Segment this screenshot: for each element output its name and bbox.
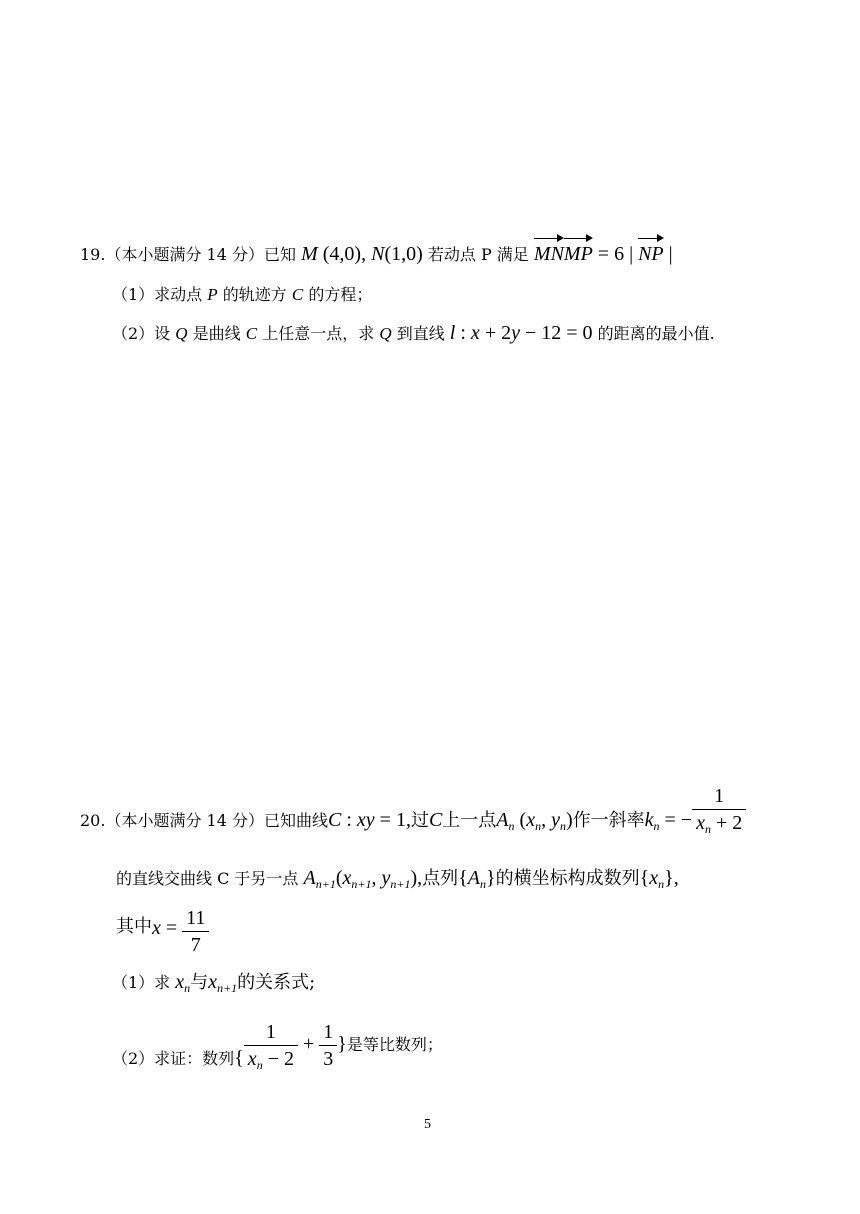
- q19-number: 19.: [80, 245, 106, 264]
- q20-sub1: （1）求 $x_n$与$x_{n+1}$的关系式;: [112, 971, 316, 995]
- q20-header: （本小题满分 14 分）已知曲线: [105, 811, 328, 830]
- slope-fraction: $\frac{1}{x_n + 2}$: [692, 786, 746, 833]
- q20-line3: 其中x = $\frac{11}{7}$: [116, 906, 209, 953]
- q19-condition-text: 若动点 P 满足: [427, 245, 529, 264]
- sequence-fraction: $\frac{1}{x_n - 2}$: [244, 1022, 298, 1069]
- q19-sub2: （2）设 Q 是曲线 C 上任意一点，求 Q 到直线 l : x + 2y − 12 = 0 的距离的最小值.: [112, 322, 715, 344]
- q20-line1: 20.（本小题满分 14 分）已知曲线C : xy = 1,过C上一点$A_n$ ($x_n$, $y_n$)作一斜率$k_n$ = − $\frac{1}{x_n + 2}$: [80, 788, 746, 835]
- page-number: 5: [424, 1117, 431, 1132]
- q20-line2: 的直线交曲线 C 于另一点 $A_{n+1}(x_{n+1}$, $y_{n+1}$),点列$\{A_n\}$的横坐标构成数列$\{x_n\}$,: [116, 867, 679, 891]
- q19-line1: 19.（本小题满分 14 分）已知 M (4,0), N(1,0) 若动点 P 满足 MNMP = 6 | NP |: [80, 243, 673, 265]
- q19-sub1: （1）求动点 P 的轨迹方 C 的方程；: [112, 285, 373, 304]
- q20-sub2: （2）求证：数列{ $\frac{1}{x_n - 2}$ + $\frac{1}{3}$ }是等比数列；: [112, 1021, 443, 1072]
- vector-mn: MN: [533, 243, 564, 265]
- q19-header: （本小题满分 14 分）已知: [105, 245, 296, 264]
- vector-mp: MP: [563, 243, 593, 265]
- q20-number: 20.: [80, 811, 106, 830]
- one-third-fraction: $\frac{1}{3}$: [319, 1022, 337, 1069]
- initial-value-fraction: $\frac{11}{7}$: [182, 908, 209, 955]
- vector-np: NP: [638, 243, 664, 265]
